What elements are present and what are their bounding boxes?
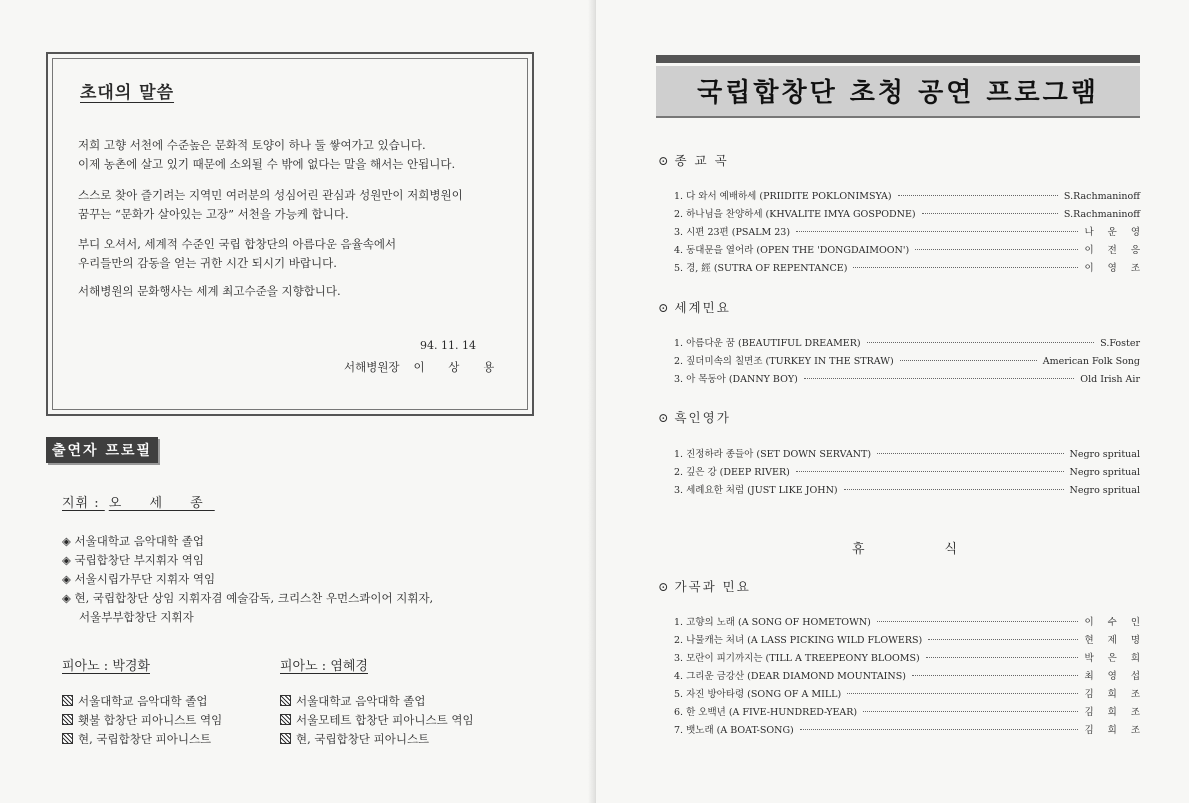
program-item: 2. 깊은 강 (DEEP RIVER) Negro spritual	[674, 467, 1140, 478]
program-item: 2. 나물캐는 처녀 (A LASS PICKING WILD FLOWERS) 현제명	[674, 635, 1154, 646]
bio-item: ◈ 현, 국립합창단 상임 지휘자겸 예술감독, 크리스찬 우먼스콰이어 지휘자,	[62, 591, 434, 605]
conductor-bio	[62, 532, 433, 627]
title-rule	[656, 55, 1140, 63]
pianist-heading: 피아노 : 박경화	[62, 659, 150, 674]
profile-badge: 출연자 프로필	[46, 437, 158, 463]
right-page	[596, 0, 1189, 803]
hatched-square-icon	[62, 695, 73, 706]
program-item: 1. 진정하라 종들아 (SET DOWN SERVANT) Negro spritual	[674, 449, 1140, 460]
invitation-paragraph: 저희 고향 서천에 수준높은 문화적 토양이 하나 둘 쌓여가고 있습니다. 이제 농촌에 살고 있기 때문에 소외될 수 밖에 없다는 말을 해서는 안됩니다.	[78, 138, 456, 171]
pianist-heading: 피아노 : 염혜경	[280, 659, 368, 674]
invitation-title: 초대의 말씀	[80, 83, 175, 103]
program-item: 7. 뱃노래 (A BOAT-SONG) 김희조	[674, 725, 1154, 736]
hatched-square-icon	[280, 733, 291, 744]
circle-bullet-icon: ⊙	[658, 300, 669, 315]
pianist-bio	[280, 692, 474, 749]
signer-title: 서해병원장	[344, 360, 400, 374]
program-item: 6. 한 오백년 (A FIVE-HUNDRED-YEAR) 김희조	[674, 707, 1154, 718]
hatched-square-icon	[62, 714, 73, 725]
invitation-date: 94. 11. 14	[420, 339, 476, 352]
program-item: 1. 아름다운 꿈 (BEAUTIFUL DREAMER) S.Foster	[674, 338, 1140, 349]
program-item: 3. 모란이 피기까지는 (TILL A TREEPEONY BLOOMS) 박은희	[674, 653, 1154, 664]
section-heading: ⊙ 세계민요	[658, 300, 731, 315]
program-item: 1. 다 와서 예배하세 (PRIIDITE POKLONIMSYA) S.Rachmaninoff	[674, 191, 1140, 202]
bio-item: ◈ 서울대학교 음악대학 졸업	[62, 534, 205, 548]
intermission-label: 휴식	[852, 542, 1038, 557]
hatched-square-icon	[280, 714, 291, 725]
bio-item: 서울대학교 음악대학 졸업	[280, 692, 474, 711]
invitation-paragraph: 부디 오셔서, 세계적 수준인 국립 합창단의 아름다운 음율속에서 우리들만의 감동을 얻는 귀한 시간 되시기 바랍니다.	[78, 237, 397, 270]
pianist-bio	[62, 692, 222, 749]
bio-item: 서울모테트 합창단 피아니스트 역임	[280, 711, 474, 730]
program-item: 2. 짚더미속의 칠면조 (TURKEY IN THE STRAW) American Folk Song	[674, 356, 1140, 367]
bio-item: 횃불 합창단 피아니스트 역임	[62, 711, 222, 730]
conductor-heading: 지휘 : 오 세 종	[62, 496, 215, 511]
invitation-signature	[344, 359, 504, 375]
title-rule	[656, 116, 1140, 118]
hatched-square-icon	[62, 733, 73, 744]
circle-bullet-icon: ⊙	[658, 579, 669, 594]
program-item: 2. 하나님을 찬양하세 (KHVALITE IMYA GOSPODNE) S.Rachmaninoff	[674, 209, 1140, 220]
invitation-box	[46, 52, 534, 416]
program-item: 3. 세례요한 처럼 (JUST LIKE JOHN) Negro spritual	[674, 485, 1140, 496]
program-item: 4. 동대문을 열어라 (OPEN THE 'DONGDAIMOON') 이전응	[674, 245, 1154, 256]
invitation-paragraph: 서해병원의 문화행사는 세계 최고수준을 지향합니다.	[78, 284, 341, 298]
section-heading: ⊙ 가곡과 민요	[658, 579, 751, 594]
bio-item: 서울대학교 음악대학 졸업	[62, 692, 222, 711]
program-item: 3. 시편 23편 (PSALM 23) 나운영	[674, 227, 1154, 238]
program-item: 3. 아 목동아 (DANNY BOY) Old Irish Air	[674, 374, 1140, 385]
program-item: 5. 자진 방아타령 (SONG OF A MILL) 김희조	[674, 689, 1154, 700]
signer-name: 이 상 용	[413, 360, 505, 374]
program-title: 국립합창단 초청 공연 프로그램	[656, 66, 1140, 116]
bio-item: ◈ 국립합창단 부지휘자 역임	[62, 553, 205, 567]
left-page	[0, 0, 594, 803]
bio-item: 현, 국립합창단 피아니스트	[280, 730, 474, 749]
section-heading: ⊙ 종 교 곡	[658, 153, 729, 168]
bio-item: 현, 국립합창단 피아니스트	[62, 730, 222, 749]
bio-item-continued: 서울부부합창단 지휘자	[79, 610, 194, 624]
circle-bullet-icon: ⊙	[658, 410, 669, 425]
program-item: 4. 그리운 금강산 (DEAR DIAMOND MOUNTAINS) 최영섭	[674, 671, 1154, 682]
program-item: 1. 고향의 노래 (A SONG OF HOMETOWN) 이수인	[674, 617, 1154, 628]
bio-item: ◈ 서울시립가무단 지휘자 역임	[62, 572, 216, 586]
circle-bullet-icon: ⊙	[658, 153, 669, 168]
hatched-square-icon	[280, 695, 291, 706]
invitation-paragraph: 스스로 찾아 즐기려는 지역민 여러분의 성심어린 관심과 성원만이 저희병원이 꿈꾸는 “문화가 살아있는 고장” 서천을 가능케 합니다.	[78, 188, 463, 221]
program-item: 5. 경, 經 (SUTRA OF REPENTANCE) 이영조	[674, 263, 1154, 274]
section-heading: ⊙ 흑인영가	[658, 410, 731, 425]
conductor-name: 오 세 종	[108, 496, 215, 511]
